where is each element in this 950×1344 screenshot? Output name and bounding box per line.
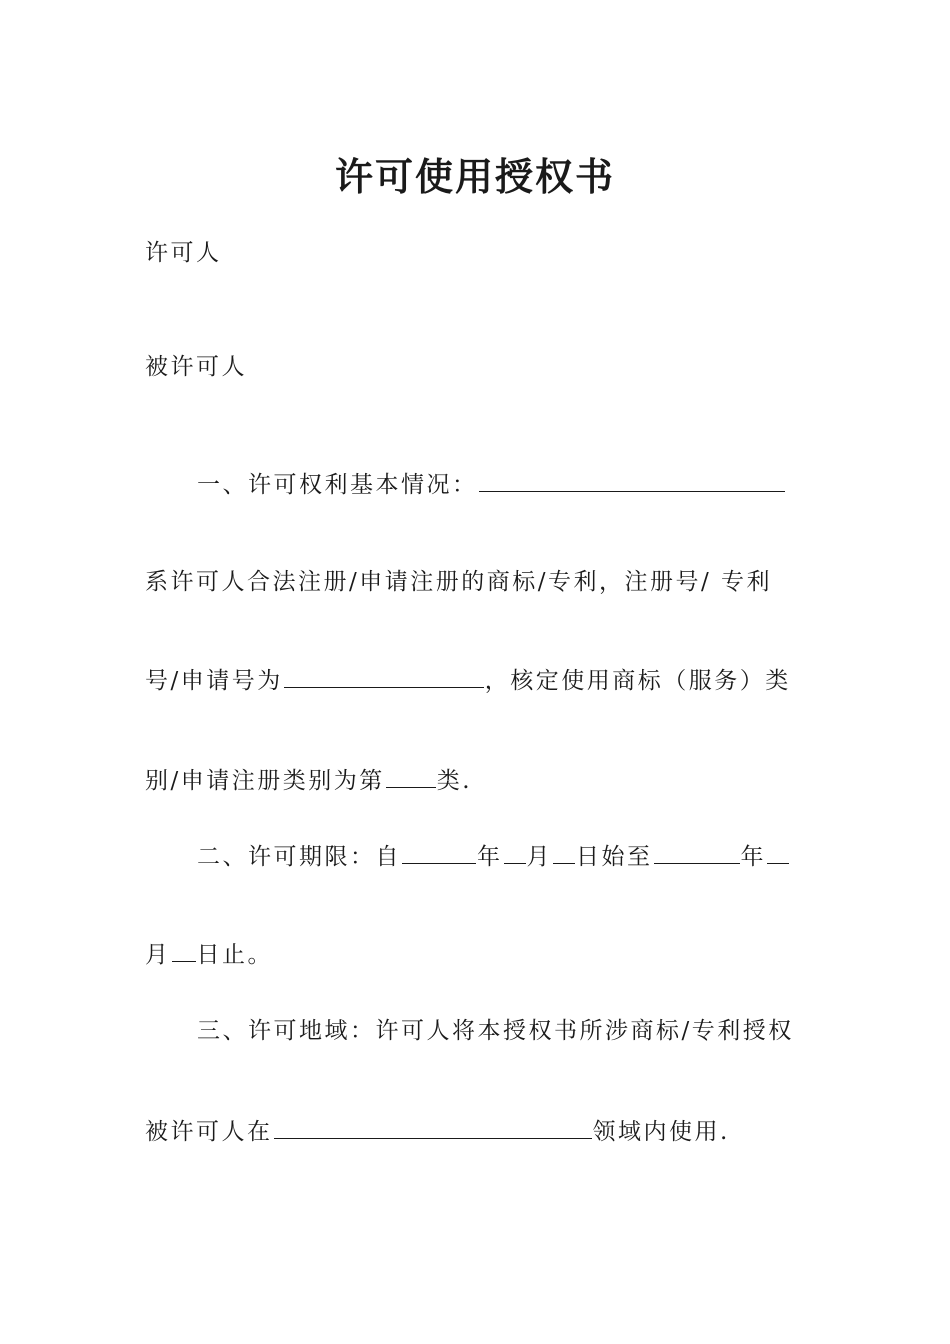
end-year-blank[interactable]: [654, 839, 740, 864]
end-year-label: 年: [740, 844, 766, 870]
licensee-label: 被许可人: [145, 354, 247, 380]
registration-number-blank[interactable]: [284, 663, 484, 688]
territory-label: 被许可人在: [145, 1119, 273, 1145]
licensor-label: 许可人: [145, 240, 222, 266]
section3-line2: [145, 1114, 730, 1149]
class-label: 别/申请注册类别为第: [145, 768, 385, 794]
start-day-label: 日始至: [576, 844, 653, 870]
section1-heading: 一、许可权利基本情况：: [197, 472, 478, 498]
territory-blank[interactable]: [274, 1114, 592, 1139]
registration-number-label: 号/申请号为: [145, 668, 283, 694]
start-month-blank[interactable]: [504, 839, 526, 864]
end-month-label: 月: [145, 942, 171, 968]
document-title: 许可使用授权书: [334, 154, 615, 199]
class-suffix: 类.: [436, 768, 473, 794]
term-label: 二、许可期限：自: [197, 844, 401, 870]
end-month-blank-part1[interactable]: [767, 839, 789, 864]
section1-line4: [145, 763, 472, 798]
section2-line1: [197, 839, 790, 874]
end-day-blank[interactable]: [172, 937, 196, 962]
start-month-label: 月: [526, 844, 552, 870]
territory-suffix: 领域内使用.: [592, 1119, 730, 1145]
start-year-blank[interactable]: [402, 839, 476, 864]
end-day-label: 日止。: [196, 942, 273, 968]
section1-line3: [145, 663, 791, 698]
section1-line2: 系许可人合法注册/申请注册的商标/专利，注册号/ 专利: [145, 569, 773, 595]
class-number-blank[interactable]: [386, 763, 436, 788]
approved-class-label: ，核定使用商标（服务）类: [484, 668, 791, 694]
section2-line2: [145, 937, 273, 972]
section1-line1: [197, 467, 786, 502]
rights-blank-field[interactable]: [479, 467, 785, 492]
start-year-label: 年: [477, 844, 503, 870]
start-day-blank[interactable]: [553, 839, 575, 864]
section3-line1: 三、许可地域：许可人将本授权书所涉商标/专利授权: [197, 1018, 794, 1044]
